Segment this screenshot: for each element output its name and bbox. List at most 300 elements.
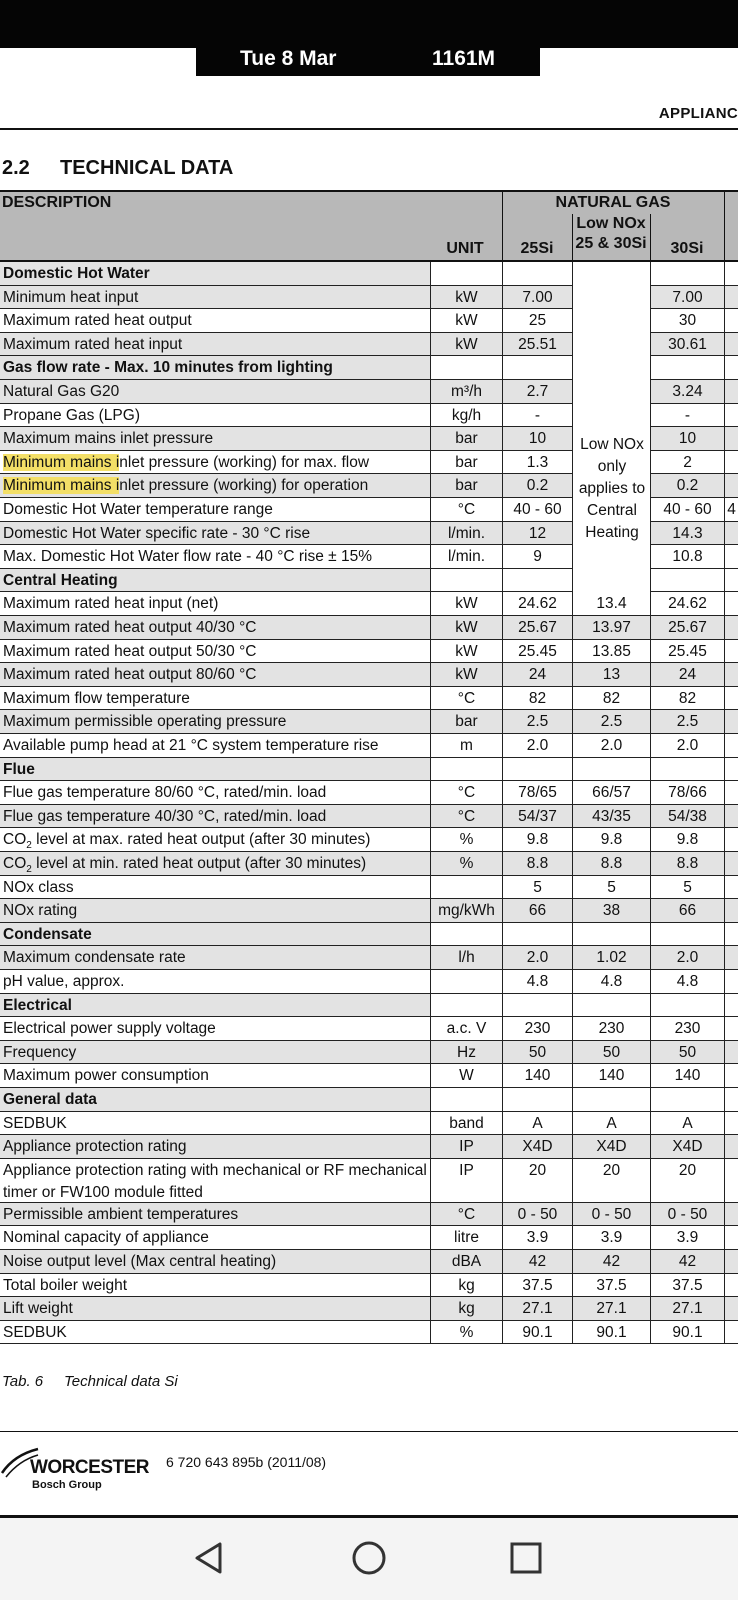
- desc-part: level at min. rated heat output (after 30 minutes): [31, 855, 367, 872]
- header-col3: 30Si: [670, 240, 704, 257]
- value-cell: A: [502, 1112, 572, 1135]
- footer-rule: [0, 1431, 738, 1432]
- value-cell: [650, 758, 724, 781]
- value-cell: [724, 1297, 738, 1320]
- page-header: APPLIANC: [658, 105, 738, 122]
- row-description: [0, 451, 430, 474]
- value-cell: [724, 1017, 738, 1040]
- back-button[interactable]: [190, 1538, 230, 1578]
- unit-cell: kW: [430, 616, 502, 639]
- value-cell: 0 - 50: [572, 1203, 650, 1226]
- value-cell: [502, 758, 572, 781]
- value-cell: 42: [650, 1250, 724, 1273]
- row-description: Maximum mains inlet pressure: [0, 427, 430, 450]
- row-description: Frequency: [0, 1041, 430, 1064]
- row-description: SEDBUK: [3, 1323, 67, 1341]
- value-cell: [724, 1274, 738, 1297]
- value-cell: 78/65: [502, 781, 572, 804]
- value-cell: 2.0: [502, 734, 572, 757]
- table-row: [0, 1041, 738, 1065]
- table-row: [0, 828, 738, 852]
- value-cell: [502, 356, 572, 379]
- value-cell: 13: [572, 663, 650, 686]
- value-cell: [724, 1321, 738, 1344]
- table-row: [0, 805, 738, 829]
- value-cell: 25: [502, 309, 572, 332]
- value-cell: [724, 687, 738, 710]
- row-description: Max. Domestic Hot Water flow rate - 40 °C rise ± 15%: [3, 548, 373, 566]
- value-cell: [724, 616, 738, 639]
- value-cell: 2.5: [650, 710, 724, 733]
- value-cell: 14.3: [650, 522, 724, 545]
- table-row: [0, 616, 738, 640]
- row-description: Domestic Hot Water temperature range: [3, 501, 273, 518]
- value-cell: 0 - 50: [502, 1203, 572, 1226]
- value-cell: [502, 1088, 572, 1111]
- value-cell: [650, 356, 724, 379]
- value-cell: [724, 758, 738, 781]
- home-button[interactable]: [349, 1538, 389, 1578]
- desc-part: nlet pressure (working) for operation: [119, 477, 369, 495]
- value-cell: 1.02: [572, 946, 650, 969]
- unit-cell: Hz: [430, 1041, 502, 1064]
- value-cell: 5: [650, 876, 724, 899]
- value-cell: [724, 994, 738, 1017]
- unit-cell: °C: [430, 781, 502, 804]
- value-cell: 90.1: [650, 1321, 724, 1344]
- value-cell: 50: [502, 1041, 572, 1064]
- unit-cell: kg/h: [430, 404, 502, 427]
- header-col2-line2: 25 & 30Si: [575, 235, 647, 252]
- value-cell: A: [572, 1112, 650, 1135]
- unit-cell: [430, 356, 502, 379]
- brand-name: WORCESTER: [30, 1457, 149, 1478]
- value-cell: 30.61: [650, 333, 724, 356]
- value-cell: X4D: [502, 1135, 572, 1158]
- value-cell: [502, 994, 572, 1017]
- value-cell: [724, 569, 738, 592]
- value-cell: 54/37: [502, 805, 572, 828]
- value-cell: [724, 404, 738, 427]
- unit-cell: kW: [430, 333, 502, 356]
- value-cell: 140: [502, 1064, 572, 1087]
- value-cell: [650, 1088, 724, 1111]
- value-cell: 50: [650, 1041, 724, 1064]
- unit-cell: IP: [430, 1159, 502, 1202]
- unit-cell: %: [430, 852, 502, 875]
- value-cell: [724, 286, 738, 309]
- table-row: [0, 1226, 738, 1250]
- unit-cell: bar: [430, 474, 502, 497]
- value-cell: [724, 1203, 738, 1226]
- section-row: [0, 1088, 738, 1112]
- value-cell: 8.8: [650, 852, 724, 875]
- value-cell: [724, 1159, 738, 1202]
- note-line: Central: [587, 502, 637, 519]
- value-cell: X4D: [572, 1135, 650, 1158]
- table-row: [0, 899, 738, 923]
- section-label: Gas flow rate - Max. 10 minutes from lighting: [0, 356, 430, 379]
- value-cell: 24: [502, 663, 572, 686]
- value-cell: [724, 710, 738, 733]
- value-cell: [572, 1088, 650, 1111]
- unit-cell: °C: [430, 805, 502, 828]
- value-cell: [724, 474, 738, 497]
- table-row: [0, 946, 738, 970]
- value-cell: 25.45: [502, 640, 572, 663]
- value-cell: -: [650, 404, 724, 427]
- section-label: Electrical: [0, 994, 430, 1017]
- highlighted-text: Minimum mains i: [3, 453, 120, 471]
- value-cell: 4.8: [572, 970, 650, 993]
- value-cell: 8.8: [502, 852, 572, 875]
- value-cell: 3.24: [650, 380, 724, 403]
- desc-part: nlet pressure (working) for max. flow: [119, 453, 370, 471]
- value-cell: 0.2: [650, 474, 724, 497]
- value-cell: [724, 805, 738, 828]
- row-description: Flue gas temperature 80/60 °C, rated/min. load: [3, 784, 327, 802]
- unit-cell: °C: [430, 1203, 502, 1226]
- value-cell: [724, 451, 738, 474]
- value-cell: 38: [572, 899, 650, 922]
- document-reference: 6 720 643 895b (2011/08): [166, 1454, 327, 1470]
- unit-cell: kW: [430, 640, 502, 663]
- row-description: Propane Gas (LPG): [3, 406, 140, 424]
- value-cell: 13.85: [572, 640, 650, 663]
- row-description: [0, 474, 430, 497]
- section-label: Flue: [0, 758, 430, 781]
- value-cell: 0.2: [502, 474, 572, 497]
- section-label: Central Heating: [0, 569, 430, 592]
- row-description: Maximum permissible operating pressure: [0, 710, 430, 733]
- row-description: Noise output level (Max central heating): [0, 1250, 430, 1273]
- value-cell: [724, 380, 738, 403]
- note-line: applies to: [578, 480, 646, 497]
- row-description: Appliance protection rating: [0, 1135, 430, 1158]
- document-tab[interactable]: [196, 43, 540, 76]
- unit-cell: kg: [430, 1297, 502, 1320]
- value-cell: 12: [502, 522, 572, 545]
- value-cell: 2.5: [572, 710, 650, 733]
- value-cell: 50: [572, 1041, 650, 1064]
- section-row: [0, 758, 738, 782]
- value-cell: [724, 545, 738, 568]
- header-rule: [0, 128, 738, 130]
- recents-button[interactable]: [506, 1538, 546, 1578]
- row-description: Lift weight: [0, 1297, 430, 1320]
- section-row: [0, 923, 738, 947]
- value-cell: 10: [650, 427, 724, 450]
- unit-cell: dBA: [430, 1250, 502, 1273]
- value-cell: 10.8: [650, 545, 724, 568]
- table-row: [0, 1135, 738, 1159]
- value-cell: [724, 1041, 738, 1064]
- header-fuel: NATURAL GAS: [555, 194, 671, 211]
- value-cell: 54/38: [650, 805, 724, 828]
- value-cell: 2.0: [650, 946, 724, 969]
- header-description: DESCRIPTION: [2, 194, 112, 211]
- value-cell: 37.5: [572, 1274, 650, 1297]
- header-col1: 25Si: [520, 240, 554, 257]
- table-row: [0, 781, 738, 805]
- unit-cell: [430, 262, 502, 285]
- value-cell: 78/66: [650, 781, 724, 804]
- unit-cell: kW: [430, 309, 502, 332]
- value-cell: 13.4: [572, 592, 650, 615]
- value-cell: 0 - 50: [650, 1203, 724, 1226]
- table-row: [0, 592, 738, 616]
- unit-cell: bar: [430, 427, 502, 450]
- table-row: [0, 970, 738, 994]
- table-row: [0, 1159, 738, 1203]
- table-row: [0, 876, 738, 900]
- value-cell: [724, 1226, 738, 1249]
- section-row: [0, 994, 738, 1018]
- value-cell: 4.8: [502, 970, 572, 993]
- unit-cell: l/min.: [430, 522, 502, 545]
- unit-cell: bar: [430, 710, 502, 733]
- unit-cell: °C: [430, 687, 502, 710]
- row-description: Flue gas temperature 40/30 °C, rated/min. load: [0, 805, 430, 828]
- value-cell: 5: [502, 876, 572, 899]
- value-cell: 9: [502, 545, 572, 568]
- table-row: [0, 1321, 738, 1345]
- row-description: Natural Gas G20: [0, 380, 430, 403]
- section-heading: TECHNICAL DATA: [60, 157, 234, 179]
- unit-cell: [430, 758, 502, 781]
- value-cell: 4.8: [650, 970, 724, 993]
- header-col2-line1: Low NOx: [576, 215, 646, 232]
- value-cell: [724, 309, 738, 332]
- value-cell: 2.0: [502, 946, 572, 969]
- value-cell: 25.67: [650, 616, 724, 639]
- table-row: [0, 1297, 738, 1321]
- value-cell: 5: [572, 876, 650, 899]
- value-cell: 8.8: [572, 852, 650, 875]
- tab-model: 1161M: [432, 47, 496, 70]
- row-description: Permissible ambient temperatures: [0, 1203, 430, 1226]
- table-row: [0, 1017, 738, 1041]
- status-bar: [0, 0, 738, 48]
- worcester-logo: [0, 1447, 150, 1495]
- section-label: Domestic Hot Water: [0, 262, 430, 285]
- value-cell: 230: [650, 1017, 724, 1040]
- value-cell: 27.1: [650, 1297, 724, 1320]
- header-divider: [502, 192, 503, 262]
- value-cell: 20: [572, 1159, 650, 1202]
- table-header: [0, 190, 738, 262]
- value-cell: 90.1: [502, 1321, 572, 1344]
- desc-part: level at max. rated heat output (after 30 minutes): [31, 831, 371, 849]
- value-cell: [724, 828, 738, 851]
- value-cell: 230: [572, 1017, 650, 1040]
- value-cell: 42: [572, 1250, 650, 1273]
- row-description: pH value, approx.: [3, 973, 125, 990]
- value-cell: [724, 592, 738, 615]
- unit-cell: W: [430, 1064, 502, 1087]
- unit-cell: bar: [430, 451, 502, 474]
- unit-cell: IP: [430, 1135, 502, 1158]
- value-cell: [502, 262, 572, 285]
- value-cell: 2.7: [502, 380, 572, 403]
- section-label: Condensate: [0, 923, 430, 946]
- table-row: [0, 710, 738, 734]
- value-cell: [724, 427, 738, 450]
- row-description: Domestic Hot Water specific rate - 30 °C rise: [0, 522, 430, 545]
- value-cell: [724, 1135, 738, 1158]
- value-cell: 40 - 60: [650, 498, 724, 521]
- value-cell: 25.45: [650, 640, 724, 663]
- triangle-back-icon: [190, 1538, 230, 1578]
- value-cell: 25.51: [502, 333, 572, 356]
- value-cell: 24.62: [650, 592, 724, 615]
- header-divider: [650, 214, 651, 262]
- unit-cell: l/h: [430, 946, 502, 969]
- row-description: NOx class: [3, 878, 74, 896]
- unit-cell: [430, 1088, 502, 1111]
- low-nox-note-cell: [572, 262, 650, 594]
- value-cell: [724, 734, 738, 757]
- section-title: [2, 157, 233, 180]
- value-cell: 66: [650, 899, 724, 922]
- header-divider: [724, 192, 725, 262]
- value-cell: [650, 923, 724, 946]
- desc-subscript: 2: [26, 864, 32, 876]
- unit-cell: [430, 970, 502, 993]
- value-cell: 40 - 60: [502, 498, 572, 521]
- value-cell: [502, 923, 572, 946]
- unit-cell: litre: [430, 1226, 502, 1249]
- table-row: [0, 1112, 738, 1136]
- row-description: Nominal capacity of appliance: [3, 1229, 209, 1247]
- value-cell: 20: [650, 1159, 724, 1202]
- value-cell: [650, 262, 724, 285]
- value-cell: [724, 522, 738, 545]
- row-description: Total boiler weight: [3, 1276, 128, 1294]
- value-cell: 1.3: [502, 451, 572, 474]
- unit-cell: %: [430, 1321, 502, 1344]
- value-cell: 4: [724, 498, 738, 521]
- row-description: Minimum heat input: [0, 286, 430, 309]
- row-description: NOx rating: [0, 899, 430, 922]
- value-cell: 37.5: [650, 1274, 724, 1297]
- table-row: [0, 663, 738, 687]
- value-cell: 27.1: [502, 1297, 572, 1320]
- value-cell: 24.62: [502, 592, 572, 615]
- value-cell: 82: [572, 687, 650, 710]
- value-cell: 10: [502, 427, 572, 450]
- square-recents-icon: [506, 1538, 546, 1578]
- value-cell: 7.00: [650, 286, 724, 309]
- row-description: [0, 852, 430, 875]
- unit-cell: m: [430, 734, 502, 757]
- navigation-bar: [0, 1518, 738, 1600]
- table-row: [0, 734, 738, 758]
- value-cell: [724, 876, 738, 899]
- value-cell: 24: [650, 663, 724, 686]
- value-cell: [724, 333, 738, 356]
- unit-cell: %: [430, 828, 502, 851]
- note-line: only: [597, 458, 627, 475]
- desc-part: CO: [3, 831, 27, 849]
- value-cell: [724, 946, 738, 969]
- value-cell: [724, 663, 738, 686]
- row-description: Maximum rated heat input (net): [3, 595, 219, 613]
- unit-cell: kW: [430, 286, 502, 309]
- value-cell: 7.00: [502, 286, 572, 309]
- unit-cell: a.c. V: [430, 1017, 502, 1040]
- value-cell: [724, 1088, 738, 1111]
- unit-cell: l/min.: [430, 545, 502, 568]
- table-row: [0, 852, 738, 876]
- header-unit: UNIT: [446, 240, 484, 257]
- value-cell: 30: [650, 309, 724, 332]
- value-cell: 66: [502, 899, 572, 922]
- value-cell: [572, 923, 650, 946]
- value-cell: [572, 758, 650, 781]
- row-description: Maximum rated heat output 40/30 °C: [0, 616, 430, 639]
- value-cell: 230: [502, 1017, 572, 1040]
- unit-cell: [430, 994, 502, 1017]
- value-cell: [724, 262, 738, 285]
- note-line: Low NOx: [580, 436, 644, 453]
- value-cell: [724, 852, 738, 875]
- circle-home-icon: [349, 1538, 389, 1578]
- section-number: 2.2: [2, 157, 30, 179]
- unit-cell: [430, 923, 502, 946]
- unit-cell: mg/kWh: [430, 899, 502, 922]
- value-cell: A: [650, 1112, 724, 1135]
- value-cell: [724, 1064, 738, 1087]
- value-cell: [650, 994, 724, 1017]
- row-description: SEDBUK: [3, 1114, 67, 1132]
- row-description: Available pump head at 21 °C system temperature rise: [3, 737, 379, 754]
- table-row: [0, 687, 738, 711]
- row-description: Maximum rated heat output 80/60 °C: [0, 663, 430, 686]
- desc-subscript: 2: [26, 840, 32, 852]
- row-description: Maximum condensate rate: [0, 946, 430, 969]
- low-nox-note: [573, 434, 651, 544]
- value-cell: 82: [502, 687, 572, 710]
- value-cell: [724, 1250, 738, 1273]
- value-cell: 20: [502, 1159, 572, 1202]
- header-col2: [572, 214, 650, 254]
- row-description: Maximum rated heat input: [0, 333, 430, 356]
- caption-tab-number: Tab. 6: [2, 1373, 44, 1390]
- unit-cell: kW: [430, 592, 502, 615]
- value-cell: [724, 923, 738, 946]
- value-cell: [724, 356, 738, 379]
- value-cell: 90.1: [572, 1321, 650, 1344]
- section-label: General data: [0, 1088, 430, 1111]
- value-cell: [724, 781, 738, 804]
- value-cell: 27.1: [572, 1297, 650, 1320]
- value-cell: 140: [650, 1064, 724, 1087]
- table-caption: [2, 1373, 178, 1390]
- highlighted-text: Minimum mains i: [3, 477, 120, 495]
- row-description: Maximum power consumption: [3, 1067, 209, 1085]
- caption-text: Technical data Si: [64, 1373, 178, 1390]
- value-cell: 66/57: [572, 781, 650, 804]
- unit-cell: band: [430, 1112, 502, 1135]
- row-description: Electrical power supply voltage: [3, 1020, 216, 1038]
- table-row: [0, 1064, 738, 1088]
- value-cell: [724, 640, 738, 663]
- unit-cell: [430, 876, 502, 899]
- value-cell: 42: [502, 1250, 572, 1273]
- row-description: Maximum rated heat output 50/30 °C: [3, 642, 257, 660]
- row-description: Maximum rated heat output: [3, 312, 192, 330]
